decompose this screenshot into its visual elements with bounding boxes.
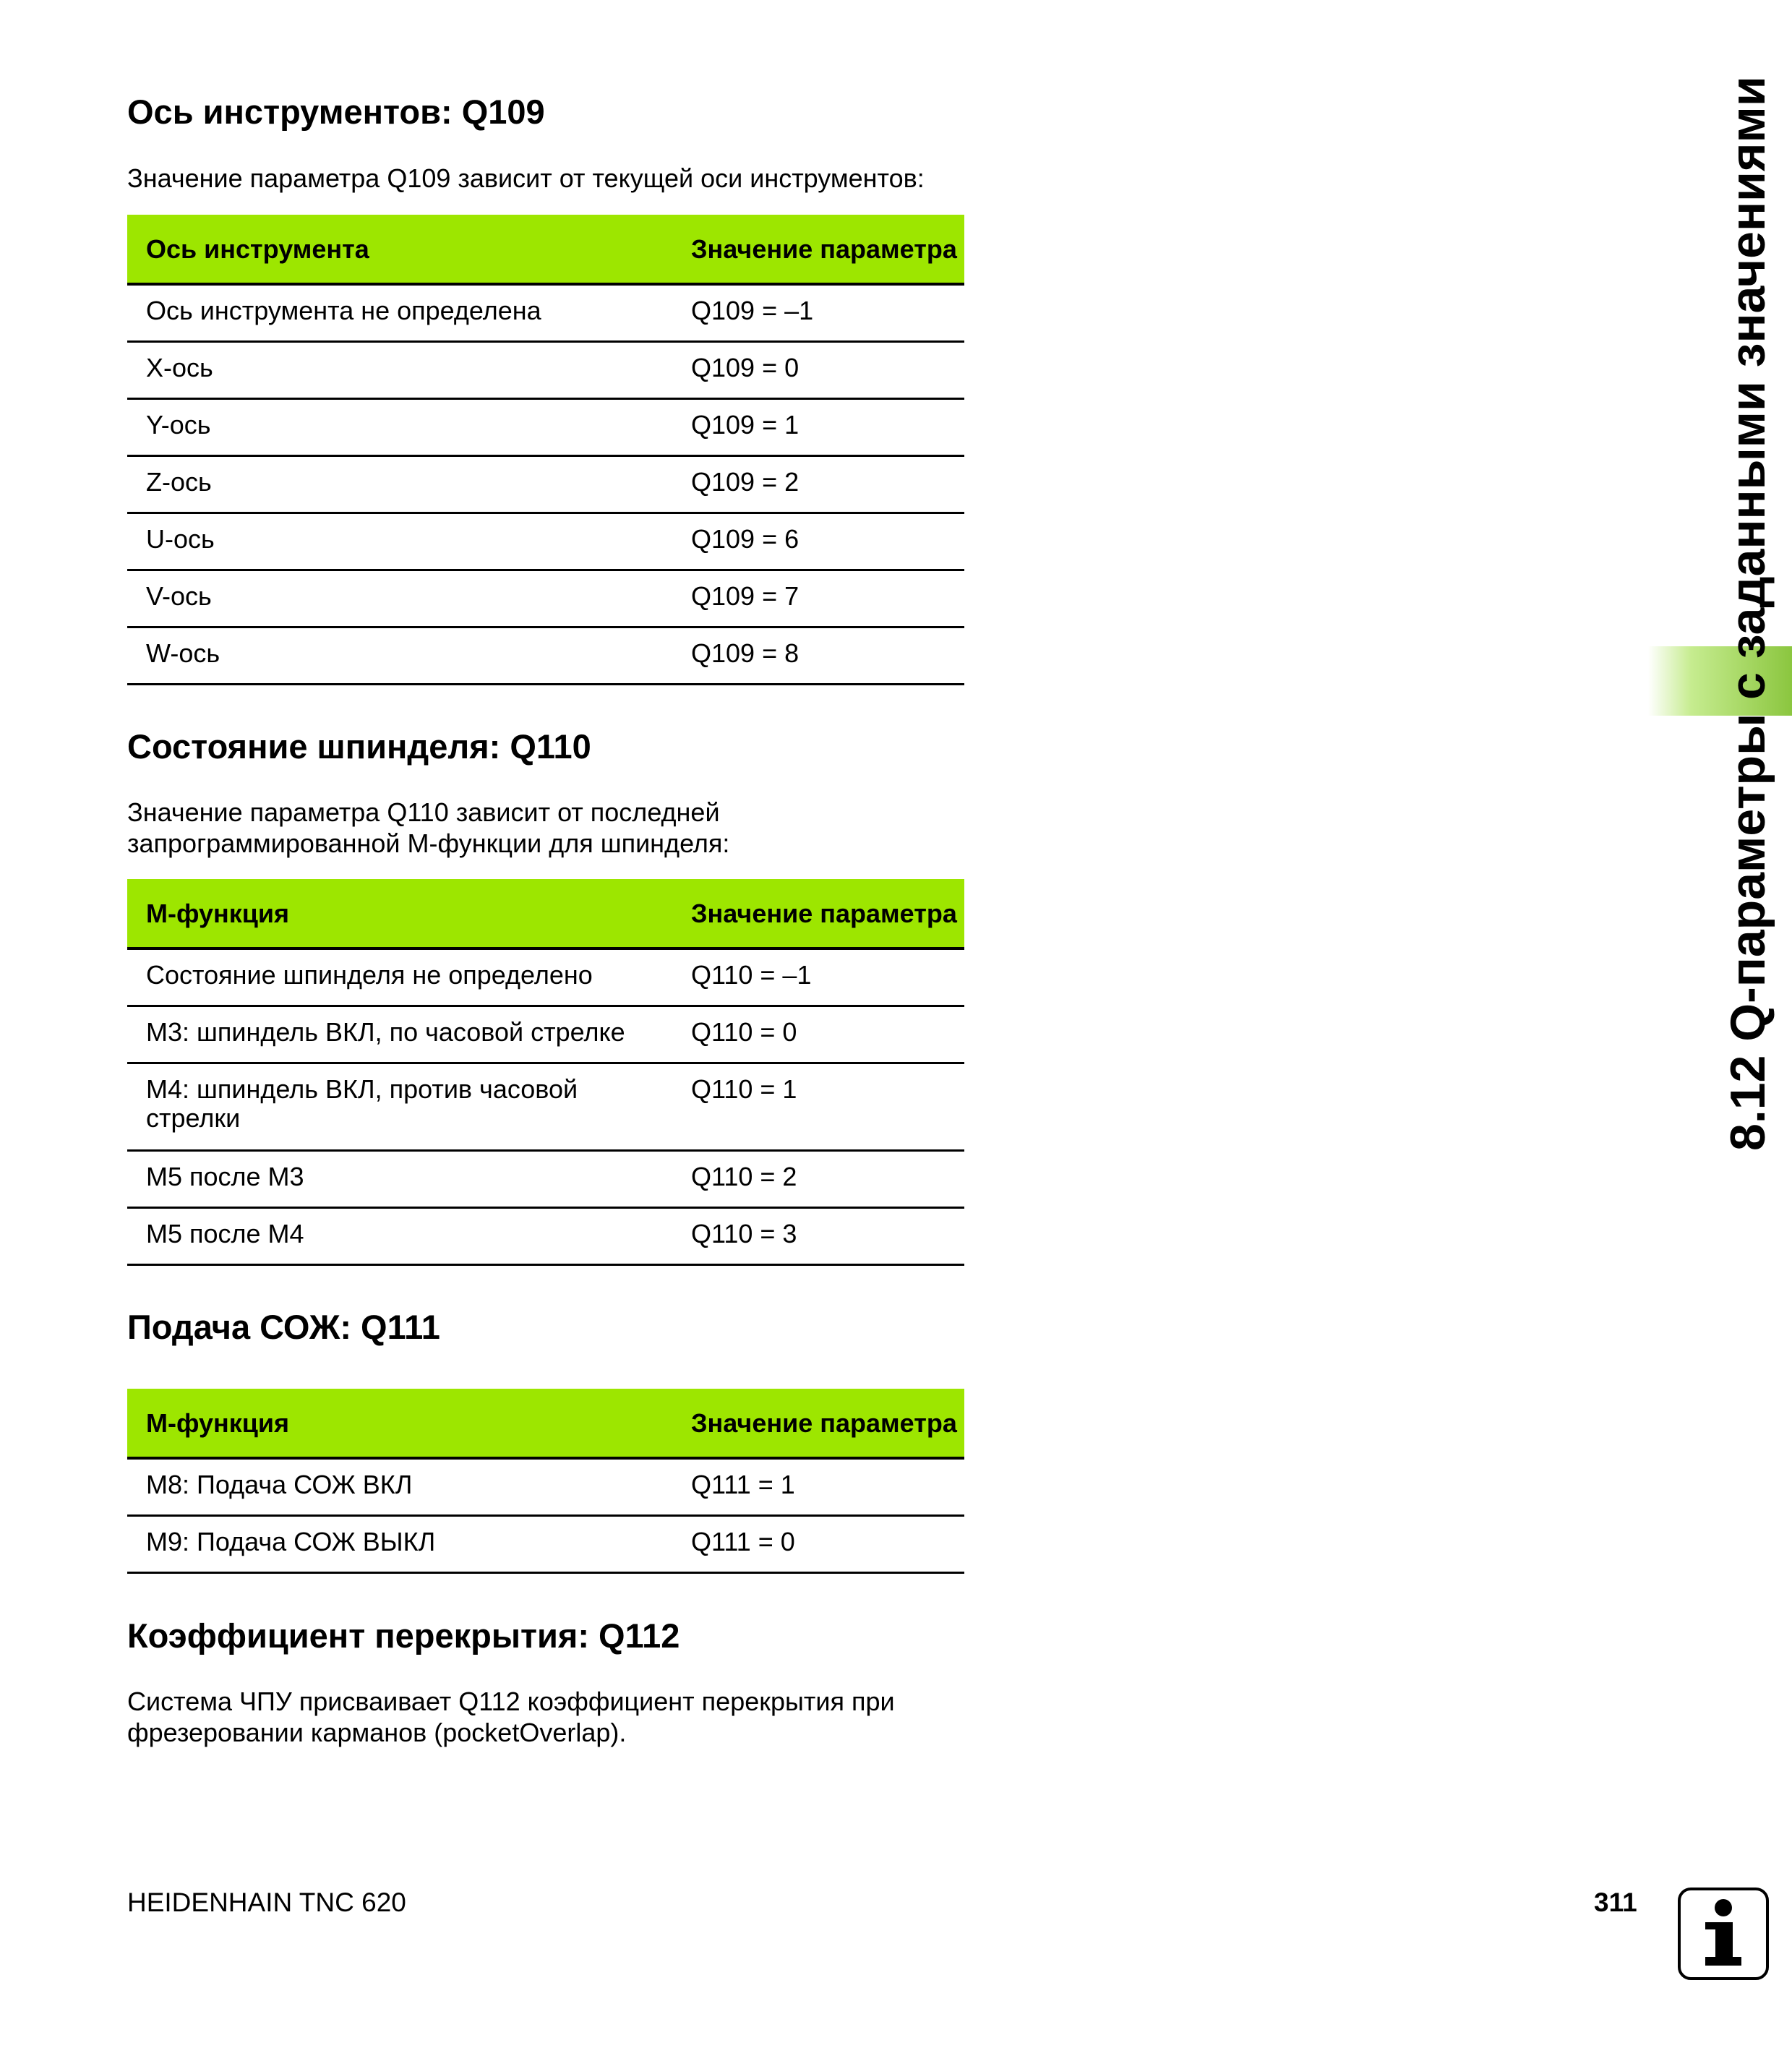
section-intro-q110: [127, 797, 729, 859]
table-header-row: [127, 1389, 964, 1458]
table-cell: Y-ось: [127, 398, 689, 455]
table-cell: Q111 = 0: [689, 1515, 964, 1572]
table-row: [127, 341, 964, 398]
table-row: [127, 1515, 964, 1572]
table-row: [127, 627, 964, 684]
table-cell: M5 после M4: [127, 1207, 689, 1264]
table-cell: Q110 = 0: [689, 1006, 964, 1063]
table-cell: V-ось: [127, 570, 689, 627]
table-row: [127, 513, 964, 570]
table-cell: Q110 = –1: [689, 948, 964, 1006]
table-cell: Q110 = 3: [689, 1207, 964, 1264]
section-title-q112: Коэффициент перекрытия: Q112: [127, 1616, 680, 1655]
table-cell: M8: Подача СОЖ ВКЛ: [127, 1458, 689, 1515]
table-cell: Состояние шпинделя не определено: [127, 948, 689, 1006]
section-title-q111: Подача СОЖ: Q111: [127, 1308, 440, 1346]
section-intro-q112: [127, 1686, 895, 1748]
intro-line: Значение параметра Q110 зависит от последней: [127, 797, 720, 827]
table-cell: M3: шпиндель ВКЛ, по часовой стрелке: [127, 1006, 689, 1063]
table-row: [127, 1006, 964, 1063]
table-q110: [127, 879, 964, 1266]
table-row: [127, 1458, 964, 1515]
table-cell: Q110 = 2: [689, 1150, 964, 1207]
table-cell: Q109 = 7: [689, 570, 964, 627]
column-header-tool-axis: Ось инструмента: [127, 215, 689, 284]
intro-line: запрограммированной M-функции для шпинделя:: [127, 828, 730, 858]
column-header-parameter-value: Значение параметра: [689, 1389, 964, 1458]
section-intro-q109: Значение параметра Q109 зависит от текущей оси инструментов:: [127, 163, 925, 193]
column-header-m-function: M-функция: [127, 879, 689, 948]
section-title-q110: Состояние шпинделя: Q110: [127, 727, 591, 766]
column-header-m-function: M-функция: [127, 1389, 689, 1458]
section-title-q109: Ось инструментов: Q109: [127, 93, 545, 131]
page-number: 311: [1594, 1888, 1637, 1917]
table-row: [127, 1063, 964, 1150]
info-icon: [1678, 1888, 1769, 1980]
table-cell: Q109 = –1: [689, 284, 964, 341]
table-cell: Z-ось: [127, 455, 689, 513]
table-header-row: [127, 215, 964, 284]
footer-product: HEIDENHAIN TNC 620: [127, 1888, 406, 1917]
intro-line: Система ЧПУ присваивает Q112 коэффициент перекрытия при: [127, 1687, 895, 1716]
table-cell: Q109 = 0: [689, 341, 964, 398]
table-cell: M4: шпиндель ВКЛ, против часовой стрелки: [127, 1063, 689, 1150]
table-row: [127, 1207, 964, 1264]
table-cell: M9: Подача СОЖ ВЫКЛ: [127, 1515, 689, 1572]
table-cell: Q111 = 1: [689, 1458, 964, 1515]
column-header-parameter-value: Значение параметра: [689, 879, 964, 948]
table-cell: Q109 = 1: [689, 398, 964, 455]
table-row: [127, 284, 964, 341]
table-cell: W-ось: [127, 627, 689, 684]
table-cell: Q110 = 1: [689, 1063, 964, 1150]
chapter-title: 8.12 Q-параметры с заданными значениями: [1720, 76, 1775, 1151]
table-cell: Q109 = 2: [689, 455, 964, 513]
table-row: [127, 1150, 964, 1207]
table-row: [127, 948, 964, 1006]
table-cell: M5 после M3: [127, 1150, 689, 1207]
table-header-row: [127, 879, 964, 948]
table-row: [127, 455, 964, 513]
table-cell: X-ось: [127, 341, 689, 398]
column-header-parameter-value: Значение параметра: [689, 215, 964, 284]
table-q109: [127, 215, 964, 685]
table-row: [127, 398, 964, 455]
table-cell: Q109 = 8: [689, 627, 964, 684]
intro-line: фрезеровании карманов (pocketOverlap).: [127, 1718, 627, 1747]
table-cell: U-ось: [127, 513, 689, 570]
info-icon-glyph: [1681, 1890, 1766, 1977]
table-cell: Ось инструмента не определена: [127, 284, 689, 341]
table-cell: Q109 = 6: [689, 513, 964, 570]
table-q111: [127, 1389, 964, 1574]
table-row: [127, 570, 964, 627]
